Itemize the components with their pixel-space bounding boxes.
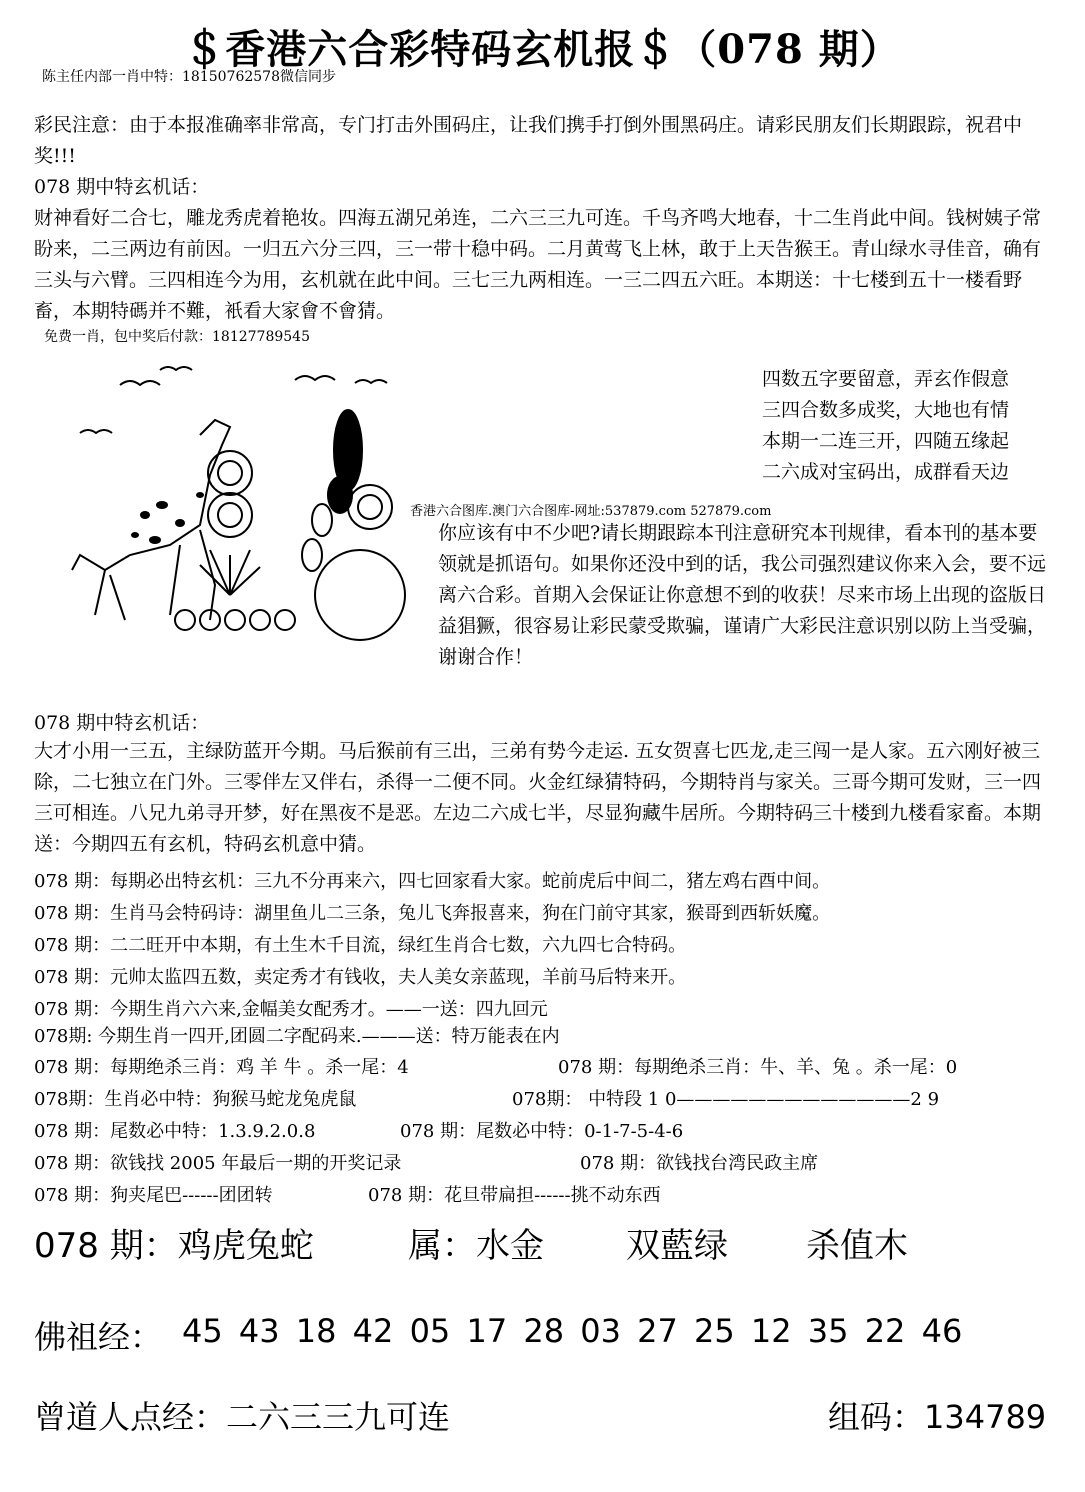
poem-line: 二六成对宝码出，成群看天边 — [762, 461, 1010, 483]
group-code: 组码：134789 — [828, 1398, 1047, 1436]
poem-block — [762, 364, 1009, 488]
info-row: 078 期：二二旺开中本期，有土生木千目流，绿红生肖合七数，六九四七合特码。 — [34, 935, 687, 956]
section2-heading: 078 期中特玄机话： — [34, 712, 210, 734]
summary-element: 属：水金 — [408, 1226, 544, 1266]
summary-kill: 杀值木 — [806, 1226, 908, 1266]
pair-right: 078 期：花旦带扁担------挑不动东西 — [368, 1185, 661, 1206]
free-note: 免费一肖，包中奖后付款：18127789545 — [44, 329, 310, 345]
poem-line: 四数五字要留意，弄玄作假意 — [762, 368, 1010, 390]
info-row: 078 期：元帅太监四五数，卖定秀才有钱收，夫人美女亲蓝现，羊前马后特来开。 — [34, 967, 687, 988]
pair-right: 078 期：尾数必中特：0-1-7-5-4-6 — [400, 1121, 684, 1142]
fozu-label: 佛祖经： — [34, 1318, 163, 1356]
contact-line: 陈主任内部一肖中特：18150762578微信同步 — [42, 69, 336, 85]
summary-color: 双藍绿 — [626, 1226, 728, 1266]
fozu-numbers: 45 43 18 42 05 17 28 03 27 25 12 35 22 46 — [182, 1312, 963, 1350]
pair-left: 078 期：尾数必中特：1.3.9.2.0.8 — [34, 1121, 316, 1142]
info-row: 078 期：今期生肖六六来,金幅美女配秀才。——一送：四九回元 — [34, 999, 548, 1020]
page-title: ＄香港六合彩特码玄机报＄（078 期） — [184, 26, 901, 73]
summary-zodiac: 078 期：鸡虎兔蛇 — [34, 1226, 314, 1266]
notice-text: 彩民注意：由于本报准确率非常高，专门打击外围码庄，让我们携手打倒外围黑码庄。请彩民朋友们长期跟踪，祝君中奖!!! — [34, 114, 1023, 167]
section2-text: 大才小用一三五，主绿防蓝开今期。马后猴前有三出，三弟有势今走运. 五女贺喜七匹龙,走三闯一是人家。五六刚好被三除，二七独立在门外。三零伴左又伴右，杀得一二便不同。火金红绿猜特码，今期特肖与家关。三哥今期可发财，三一四三可相连。八兄九弟寻开梦，好在黑夜不是恶。左边二六成七半，尽显狗藏牛居所。今期特码三十楼到九楼看家畜。本期送：今期四五有玄机，特码玄机意中猜。 — [34, 740, 1042, 855]
watermark-text: 香港六合图库.澳门六合图库-网址:537879.com 527879.com — [410, 504, 772, 519]
giraffe-coins-illustration — [50, 355, 430, 645]
pair-right: 078 期：欲钱找台湾民政主席 — [580, 1153, 819, 1174]
pair-left: 078 期：欲钱找 2005 年最后一期的开奖记录 — [34, 1153, 402, 1174]
zeng-text: 曾道人点经：二六三三九可连 — [34, 1398, 451, 1436]
pair-left: 078期：生肖必中特：狗猴马蛇龙兔虎鼠 — [34, 1089, 357, 1110]
pair-left: 078 期：每期绝杀三肖：鸡 羊 牛 。杀一尾：4 — [34, 1057, 409, 1078]
info-row: 078期: 今期生肖一四开,团圆二字配码来.———送：特万能表在内 — [34, 1026, 560, 1047]
poem-line: 三四合数多成奖，大地也有情 — [762, 399, 1010, 421]
pair-left: 078 期：狗夹尾巴------团团转 — [34, 1185, 273, 1206]
info-row: 078 期：生肖马会特码诗：湖里鱼儿二三条，兔儿飞奔报喜来，狗在门前守其家，猴哥到西斩妖魔。 — [34, 903, 831, 924]
section1-heading: 078 期中特玄机话： — [34, 176, 210, 198]
pair-right: 078 期：每期绝杀三肖：牛、羊、兔 。杀一尾：0 — [558, 1057, 958, 1078]
section1-text: 财神看好二合七，雕龙秀虎着艳妆。四海五湖兄弟连，二六三三九可连。千鸟齐鸣大地春，十二生肖此中间。钱树姨子常盼来，二三两边有前因。一归五六分三四，三一带十稳中码。二月黄莺飞上林，敢于上天告猴王。青山绿水寻佳音，确有三头与六臂。三四相连今为用，玄机就在此中间。三七三九两相连。一三二四五六旺。本期送：十七楼到五十一楼看野畜，本期特碼并不難，衹看大家會不會猜。 — [34, 207, 1042, 322]
pair-right: 078期： 中特段 1 0—————————————2 9 — [512, 1089, 940, 1110]
poem-line: 本期一二连三开，四随五缘起 — [762, 430, 1010, 452]
info-row: 078 期：每期必出特玄机：三九不分再来六，四七回家看大家。蛇前虎后中间二，猪左鸡右酉中间。 — [34, 871, 831, 892]
promo-text: 你应该有中不少吧?请长期跟踪本刊注意研究本刊规律，看本刊的基本要领就是抓语句。如果你还没中到的话，我公司强烈建议你来入会，要不远离六合彩。首期入会保证让你意想不到的收获！尽来市场上出现的盗版日益猖獗，很容易让彩民蒙受欺骗，谨请广大彩民注意识别以防上当受骗，谢谢合作！ — [438, 522, 1047, 668]
